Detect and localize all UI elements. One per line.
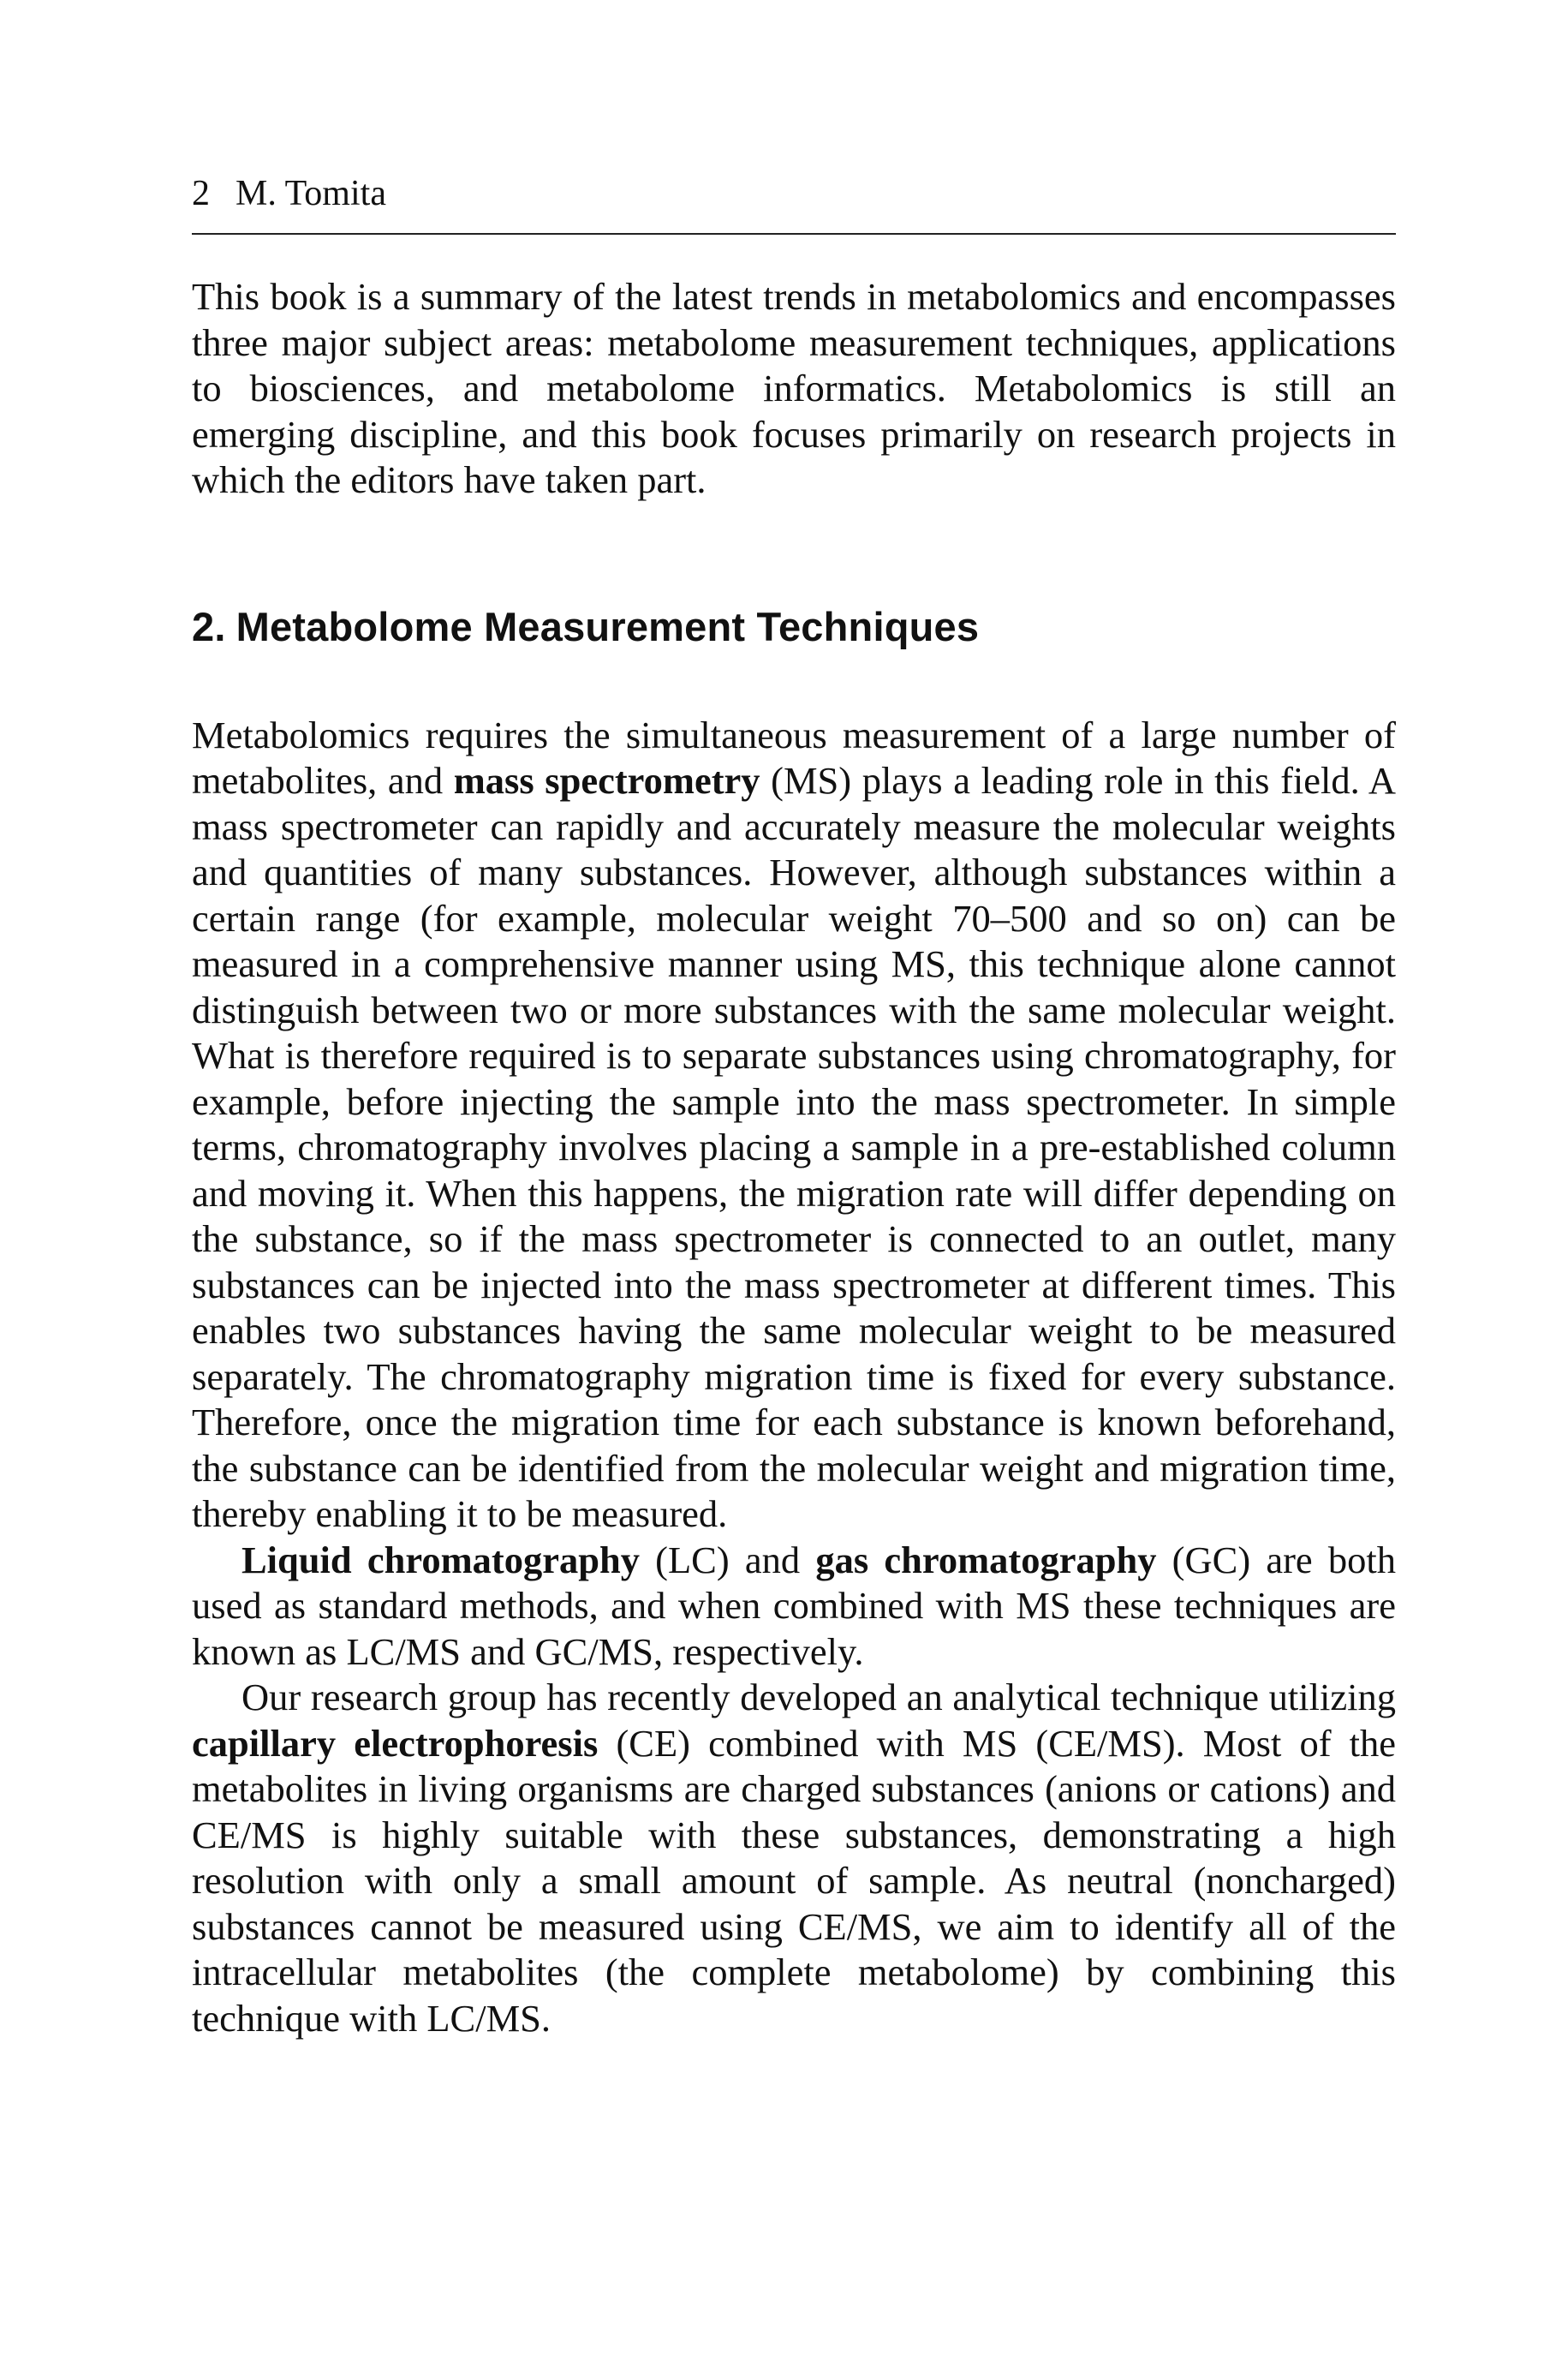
page-body <box>192 274 1396 2041</box>
text-run: Our research group has recently developed an analytical technique utilizing <box>241 1676 1396 1718</box>
running-head <box>192 173 1396 235</box>
page-number: 2 <box>192 174 210 213</box>
section-heading <box>192 603 1396 651</box>
body-paragraph-1 <box>192 713 1396 1538</box>
term-liquid-chromatography: Liquid chromatography <box>241 1538 640 1581</box>
text-run: (CE) combined with MS (CE/MS). Most of the metabolites in living organisms are charged substances (anions or cations) and CE/MS is highly suitable with these substances, demonstrating a high resolution with only a small amount of sample. As neutral (noncharged) substances cannot be measured using CE/MS, we aim to identify all of the intracellular metabolites (the complete metabolome) by combining this technique with LC/MS. <box>192 1721 1397 2040</box>
text-run: (GC) are both used as standard methods, and when combined with MS these techniques are known as LC/MS and GC/MS, respectively. <box>192 1538 1396 1673</box>
section-title: Metabolome Measurement Techniques <box>235 603 980 649</box>
running-head-author: M. Tomita <box>235 174 386 213</box>
text-run: Metabolomics requires the simultaneous measurement of a large number of metabolites, and <box>192 713 1396 802</box>
text-run: (MS) plays a leading role in this field. A mass spectrometer can rapidly and accurately measure the molecular weights and quantities of many substances. However, although substances within a certain range (for example, molecular weight 70–500 and so on) can be measured in a comprehensive manner using MS, this technique alone cannot distinguish between two or more substances with the same molecular weight. What is therefore required is to separate substances using chromatography, for example, before injecting the sample into the mass spectrometer. In simple terms, chromatography involves placing a sample in a pre-established column and moving it. When this happens, the migration rate will differ depending on the substance, so if the mass spectrometer is connected to an outlet, many substances can be injected into the mass spectrometer at different times. This enables two substances having the same molecular weight to be measured separately. The chromatography migration time is fixed for every substance. Therefore, once the migration time for each substance is known beforehand, the substance can be identified from the molecular weight and migration time, thereby enabling it to be measured. <box>192 759 1397 1535</box>
term-gas-chromatography: gas chromatography <box>815 1538 1157 1581</box>
intro-paragraph: This book is a summary of the latest trends in metabolomics and encompasses three major subject areas: metabolome measurement techniques, applications to biosciences, and metabolome informatics. Metabolomics is still an emerging discipline, and this book focuses primarily on research projects in which the editors have taken part. <box>192 275 1396 501</box>
section-number: 2. <box>192 603 226 649</box>
term-mass-spectrometry: mass spectrometry <box>453 759 760 802</box>
body-paragraph-2 <box>192 1538 1396 1676</box>
body-paragraph-3 <box>192 1675 1396 2041</box>
text-run: (LC) and <box>639 1538 816 1581</box>
term-capillary-electrophoresis: capillary electrophoresis <box>192 1721 599 1765</box>
